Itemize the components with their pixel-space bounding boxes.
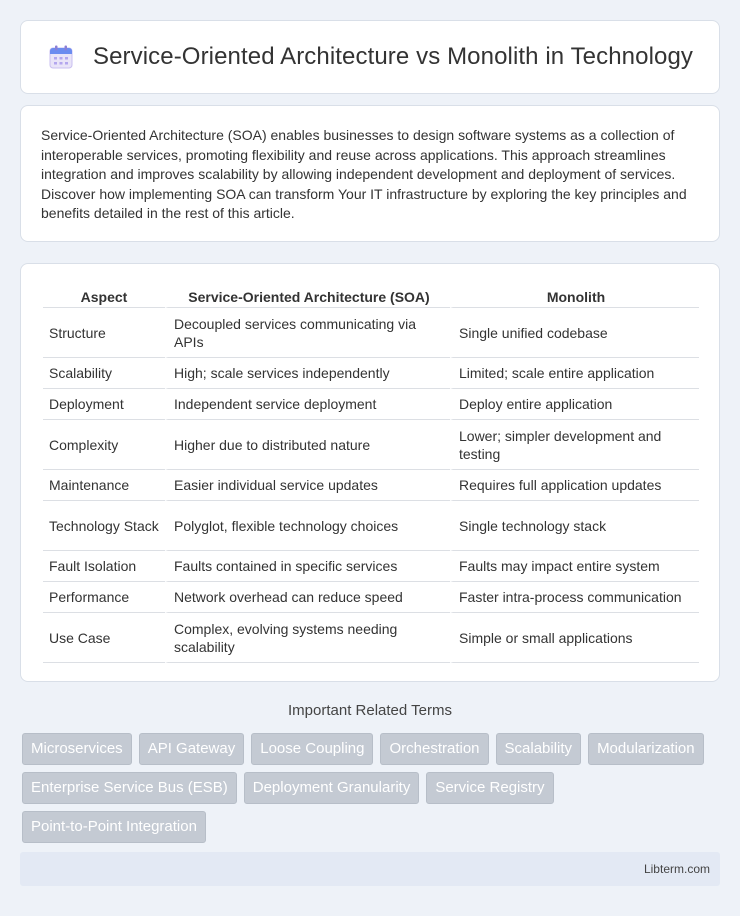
table-row [43,470,699,501]
related-term-tag[interactable]: Service Registry [426,772,553,804]
related-term-tag[interactable]: Enterprise Service Bus (ESB) [22,772,237,804]
cell-monolith: Single unified codebase [450,308,699,358]
intro-text: Service-Oriented Architecture (SOA) enables businesses to design software systems as a collection of interoperable services, promoting flexibility and reuse across applications. This approach streamlines integration and improves scalability by allowing independent development and deployment of services. Discover how implementing SOA can transform Your IT infrastructure by exploring the key principles and benefits detailed in the rest of this article. [41,127,687,222]
cell-soa: High; scale services independently [165,358,450,389]
cell-aspect: Maintenance [43,470,165,501]
table-row [43,358,699,389]
header-aspect: Aspect [43,284,165,308]
cell-soa: Independent service deployment [165,389,450,420]
cell-aspect: Deployment [43,389,165,420]
cell-aspect: Fault Isolation [43,551,165,582]
footer-site-link[interactable]: Libterm.com [643,862,710,876]
cell-aspect: Complexity [43,420,165,470]
table-row [43,551,699,582]
cell-monolith: Faults may impact entire system [450,551,699,582]
related-term-tag[interactable]: Microservices [22,733,132,765]
related-terms-title: Important Related Terms [288,702,452,719]
related-terms-list [22,733,722,843]
comparison-table [43,284,699,663]
cell-soa: Easier individual service updates [165,470,450,501]
header-card [20,20,720,94]
cell-monolith: Deploy entire application [450,389,699,420]
cell-soa: Higher due to distributed nature [165,420,450,470]
related-term-tag[interactable]: Scalability [496,733,582,765]
related-term-tag[interactable]: Orchestration [380,733,488,765]
cell-aspect: Performance [43,582,165,613]
header-soa: Service-Oriented Architecture (SOA) [165,284,450,308]
related-term-tag[interactable]: API Gateway [139,733,245,765]
table-row [43,389,699,420]
cell-monolith: Single technology stack [450,501,699,551]
cell-soa: Complex, evolving systems needing scalability [165,613,450,663]
cell-monolith: Requires full application updates [450,470,699,501]
related-term-tag[interactable]: Loose Coupling [251,733,373,765]
related-term-tag[interactable]: Point-to-Point Integration [22,811,206,843]
table-row [43,613,699,663]
intro-card [20,105,720,242]
cell-soa: Decoupled services communicating via APIs [165,308,450,358]
cell-aspect: Use Case [43,613,165,663]
table-row [43,582,699,613]
comparison-table-card [20,263,720,682]
cell-monolith: Simple or small applications [450,613,699,663]
related-term-tag[interactable]: Deployment Granularity [244,772,420,804]
cell-aspect: Technology Stack [43,501,165,551]
cell-soa: Polyglot, flexible technology choices [165,501,450,551]
cell-monolith: Faster intra-process communication [450,582,699,613]
header-monolith: Monolith [450,284,699,308]
table-row [43,420,699,470]
cell-soa: Faults contained in specific services [165,551,450,582]
cell-aspect: Structure [43,308,165,358]
table-header-row [43,284,699,308]
page-title: Service-Oriented Architecture vs Monolith in Technology [92,43,693,70]
cell-monolith: Limited; scale entire application [450,358,699,389]
table-row [43,501,699,551]
table-row [43,308,699,358]
footer [20,852,720,886]
cell-soa: Network overhead can reduce speed [165,582,450,613]
cell-monolith: Lower; simpler development and testing [450,420,699,470]
cell-aspect: Scalability [43,358,165,389]
calendar-icon [47,43,75,71]
related-term-tag[interactable]: Modularization [588,733,704,765]
header [47,43,693,71]
